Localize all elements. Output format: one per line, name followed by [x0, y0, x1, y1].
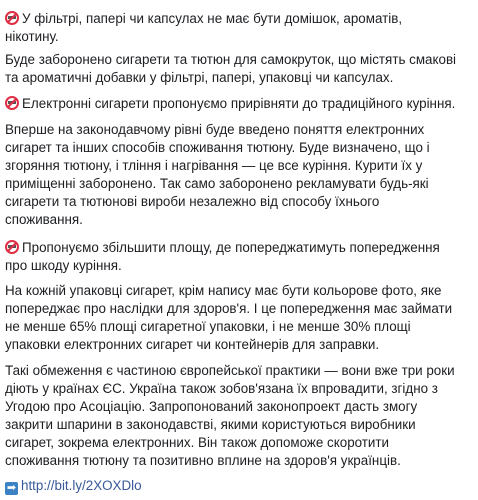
paragraph-line: Вперше на законодавчому рівні буде введено поняття електронних [5, 122, 425, 137]
paragraph-link [5, 477, 475, 495]
paragraph-line: У фільтрі, папері чи капсулах не має бути домішок, ароматів, [5, 10, 475, 28]
post-link[interactable]: http://bit.ly/2XOXDlo [21, 478, 142, 493]
paragraph-line: сигарет та інших способів споживання тютюну. Буде визначено, що і [5, 140, 430, 155]
paragraph-filter-additives [5, 10, 475, 46]
paragraph-line: На кожній упаковці сигарет, крім напису має бути кольорове фото, яке [5, 283, 442, 298]
paragraph-line: Електронні сигарети пропонуємо прирівняти до традиційного куріння. [5, 95, 475, 113]
paragraph-line: про шкоду куріння. [5, 258, 122, 273]
paragraph-line: Буде заборонено сигарети та тютюн для самокруток, що містять смакові [5, 52, 457, 67]
paragraph-flavour-ban [5, 51, 475, 87]
paragraph-line: Угодою про Асоціацію. Запропонований законопроект дасть змогу [5, 399, 418, 414]
paragraph-line: споживання тютюну та позитивно вплине на здоров'я українців. [5, 453, 401, 468]
no-smoking-icon [5, 96, 19, 110]
paragraph-line: закрити шпарини в законодавстві, якими користуються виробники [5, 417, 416, 432]
paragraph-line: упаковки електронних сигарет чи контейнерів для заправки. [5, 337, 380, 352]
paragraph-line: споживання. [5, 212, 83, 227]
paragraph-line: не менше 65% площі сигаретної упаковки, і не менше 30% площі [5, 319, 411, 334]
paragraph-line: приміщенні заборонено. Так само заборонено рекламувати будь-які [5, 176, 429, 191]
paragraph-line: згоряння тютюну, і тління і нагрівання — це все куріння. Курити їх у [5, 158, 423, 173]
paragraph-line: Такі обмеження є частиною європейської практики — вони вже три роки [5, 363, 455, 378]
paragraph-line: Пропонуємо збільшити площу, де попереджатимуть попередження [5, 239, 475, 257]
paragraph-eu-practice [5, 362, 475, 470]
paragraph-line: сигарет, зокрема електронних. Він також допоможе скоротити [5, 435, 390, 450]
paragraph-packaging [5, 282, 475, 354]
paragraph-line [5, 477, 475, 495]
paragraph-line: нікотину. [5, 29, 59, 44]
paragraph-line: та ароматичні добавки у фільтрі, папері, упаковці чи капсулах. [5, 70, 394, 85]
no-smoking-icon [5, 11, 19, 25]
paragraph-definition [5, 121, 475, 229]
paragraph-warning-area [5, 239, 475, 275]
paragraph-line: діють у країнах ЄС. Україна також зобов'язана їх впровадити, згідно з [5, 381, 438, 396]
paragraph-e-cigarettes [5, 95, 475, 113]
no-smoking-icon [5, 240, 19, 254]
right-arrow-icon: ➡ [6, 482, 17, 494]
paragraph-line: попереджає про наслідки для здоров'я. І це попередження має займати [5, 301, 453, 316]
paragraph-line: сигарети та тютюнові вироби незалежно від способу їхнього [5, 194, 380, 209]
